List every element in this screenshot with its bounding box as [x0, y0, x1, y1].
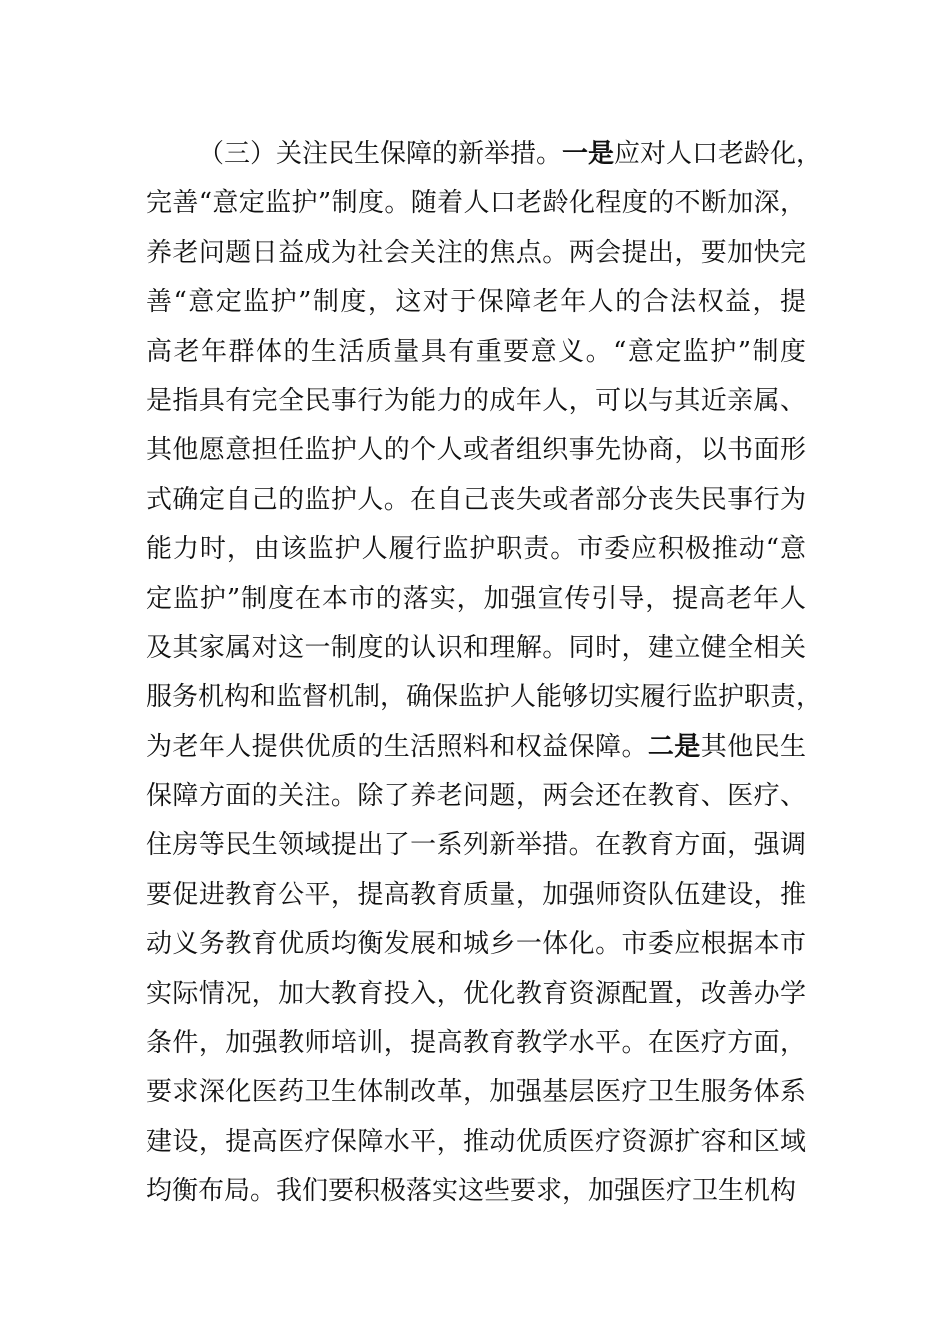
text-segment: 实际情况，加大教育投入，优化教育资源配置，改善办学 — [146, 978, 806, 1009]
text-segment: 条件，加强教师培训，提高教育教学水平。在医疗方面， — [146, 1028, 806, 1059]
text-segment: 保障方面的关注。除了养老问题，两会还在教育、医疗、 — [146, 781, 806, 812]
text-line — [146, 575, 806, 624]
text-segment: 完善“意定监护”制度。随着人口老龄化程度的不断加深， — [146, 188, 806, 219]
text-segment: 要促进教育公平，提高教育质量，加强师资队伍建设，推 — [146, 879, 806, 910]
text-line — [146, 229, 806, 278]
text-line — [146, 1068, 806, 1117]
text-segment: 为老年人提供优质的生活照料和权益保障。 — [146, 731, 648, 762]
text-line — [146, 1118, 806, 1167]
text-segment: 其他民生 — [700, 731, 806, 762]
text-segment: 能力时，由该监护人履行监护职责。市委应积极推动“意 — [146, 534, 806, 565]
text-segment: 式确定自己的监护人。在自己丧失或者部分丧失民事行为 — [146, 484, 806, 515]
text-line — [146, 1019, 806, 1068]
text-line — [146, 970, 806, 1019]
body-paragraph — [146, 130, 823, 1217]
text-line — [146, 278, 806, 327]
text-segment: 定监护”制度在本市的落实，加强宣传引导，提高老年人 — [146, 583, 806, 614]
text-segment: 及其家属对这一制度的认识和理解。同时，建立健全相关 — [146, 632, 806, 663]
text-segment: 其他愿意担任监护人的个人或者组织事先协商，以书面形 — [146, 435, 806, 466]
text-line — [146, 920, 806, 969]
bold-lead-phrase: 二是 — [647, 731, 701, 762]
text-segment: 善“意定监护”制度，这对于保障老年人的合法权益，提 — [146, 287, 806, 318]
text-segment: 养老问题日益成为社会关注的焦点。两会提出，要加快完 — [146, 237, 806, 268]
text-line — [146, 1167, 806, 1216]
bold-lead-phrase: 一是 — [562, 139, 615, 169]
text-line — [146, 525, 806, 574]
text-segment: 要求深化医药卫生体制改革，加强基层医疗卫生服务体系 — [146, 1077, 806, 1108]
text-line — [146, 328, 806, 377]
text-segment: 建设，提高医疗保障水平，推动优质医疗资源扩容和区域 — [146, 1126, 806, 1157]
text-segment: 动义务教育优质均衡发展和城乡一体化。市委应根据本市 — [146, 929, 806, 960]
text-line — [146, 673, 823, 722]
text-line — [146, 821, 806, 870]
text-line — [146, 426, 806, 475]
text-segment: 高老年群体的生活质量具有重要意义。“意定监护”制度 — [146, 336, 806, 367]
text-line — [146, 772, 806, 821]
text-line — [146, 130, 823, 179]
text-segment: 服务机构和监督机制，确保监护人能够切实履行监护职责， — [146, 682, 823, 713]
text-segment: （三）关注民生保障的新举措。 — [198, 139, 563, 169]
text-segment: 是指具有完全民事行为能力的成年人，可以与其近亲属、 — [146, 385, 806, 416]
text-line — [146, 476, 806, 525]
text-line — [146, 377, 806, 426]
text-line — [146, 723, 806, 772]
text-line — [146, 179, 806, 228]
text-segment: 均衡布局。我们要积极落实这些要求，加强医疗卫生机构 — [146, 1176, 797, 1207]
text-segment: 住房等民生领域提出了一系列新举措。在教育方面，强调 — [146, 830, 806, 861]
text-segment: 应对人口老龄化， — [614, 139, 823, 169]
text-line — [146, 871, 806, 920]
text-line — [146, 624, 806, 673]
